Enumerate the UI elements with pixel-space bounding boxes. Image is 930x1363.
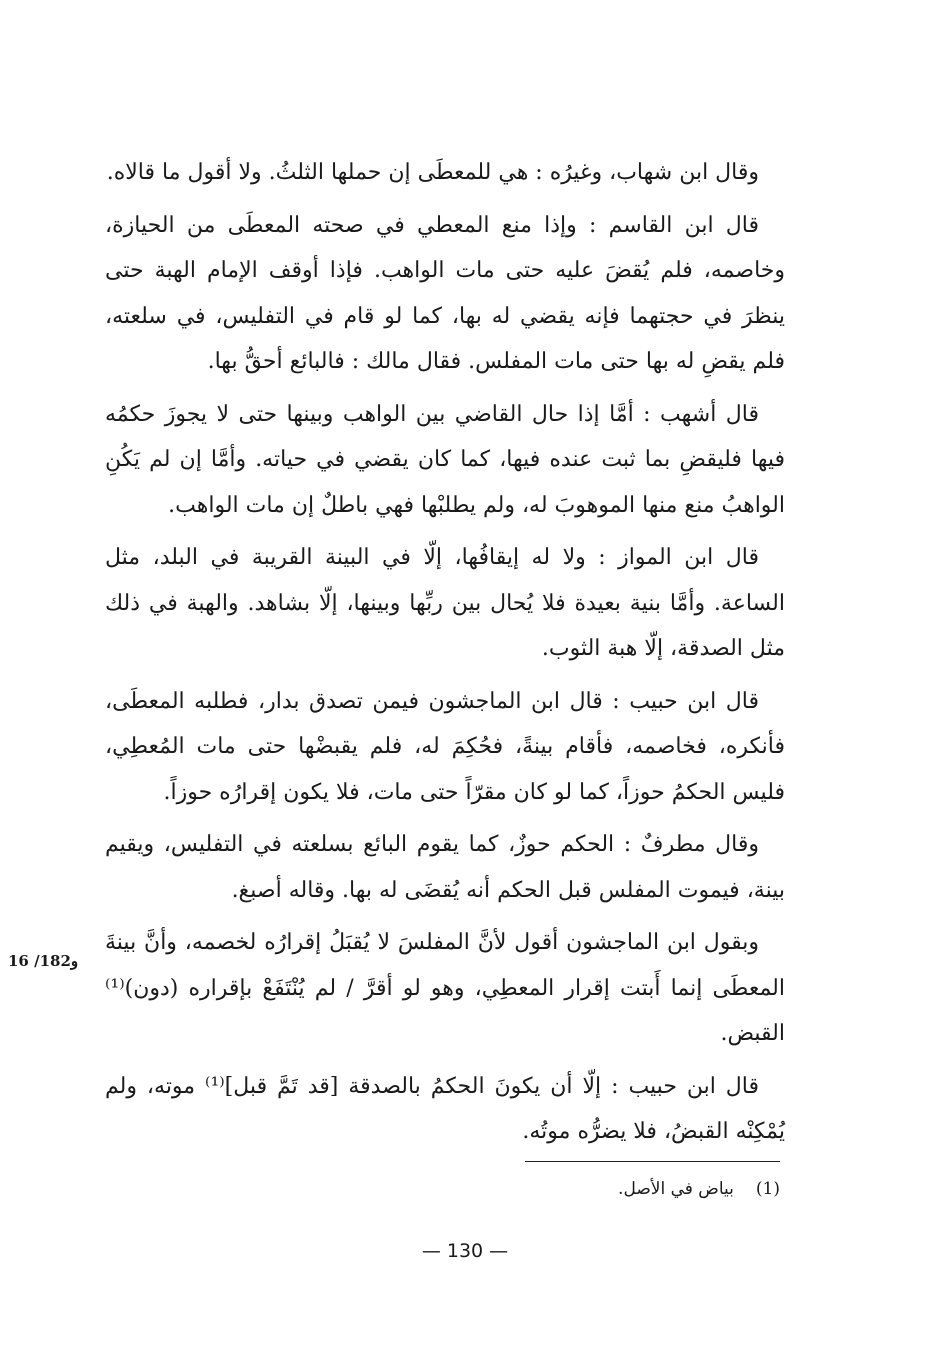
paragraph-8: قال ابن حبيب : إلّا أن يكونَ الحكمُ بالصدقة [قد تَمَّ قبل]⁽¹⁾ موته، ولم يُمْكِنْه القبضُ، فلا يضرُّه موتُه. — [105, 1073, 785, 1144]
paragraph-4: قال ابن المواز : ولا له إيقافُها، إلّا في البينة القريبة في البلد، مثل الساعة. وأمَّا بنية بعيدة فلا يُحال بين ربِّها وبينها، إلّا بشاهد. والهبة في ذلك مثل الصدقة، إلّا هبة الثوب. — [105, 545, 785, 661]
main-text — [105, 150, 785, 1162]
paragraph-5: قال ابن حبيب : قال ابن الماجشون فيمن تصدق بدار، فطلبه المعطَى، فأنكره، فخاصمه، فأقام بينةً، فحُكِمَ له، فلم يقبضْها حتى مات المُعطِي، فليس الحكمُ حوزاً، كما لو كان مقرّاً حتى مات، فلا يكون إقرارُه حوزاً. — [105, 688, 785, 805]
paragraph-1: وقال ابن شهاب، وغيرُه : هي للمعطَى إن حملها الثلثُ. ولا أقول ما قالاه. — [106, 160, 759, 185]
manuscript-folio-reference: 16 /182و — [8, 952, 79, 970]
footnote-separator — [525, 1161, 780, 1162]
paragraph-7: وبقول ابن الماجشون أقول لأنَّ المفلسَ لا يُقبَلُ إقرارُه لخصمه، وأنَّ بينةَ المعطَى إنما أَبتت إقرار المعطِي، وهو لو أقرَّ / لم يُنْتَفَعْ بإقراره (دون)⁽¹⁾ القبض. — [105, 930, 785, 1046]
paragraph-3: قال أشهب : أمَّا إذا حال القاضي بين الواهب وبينها حتى لا يجوزَ حكمُه فيها فليقضِ بما ثبت عنده فيها، كما كان يقضي في حياته. وأمَّا إن لم يَكُنِ الواهبُ منع منها الموهوبَ له، ولم يطلبْها فهي باطلٌ إن مات الواهب. — [105, 401, 785, 518]
footnote-text: بياض في الأصل. — [618, 1179, 734, 1199]
paragraph-6: وقال مطرفٌ : الحكم حوزٌ، كما يقوم البائع بسلعته في التفليس، ويقيم بينة، فيموت المفلس قبل الحكم أنه يُقضَى له بها. وقاله أصبغ. — [105, 832, 785, 903]
page-number: — 130 — — [421, 1240, 509, 1262]
footnote-number: (1) — [755, 1179, 780, 1199]
paragraph-2: قال ابن القاسم : وإذا منع المعطي في صحته المعطَى من الحيازة، وخاصمه، فلم يُقضَ عليه حتى مات الواهب. فإذا أوقف الإمام الهبة حتى ينظرَ في حجتهما فإنه يقضي له بها، كما لو قام في التفليس، في سلعته، فلم يقضِ له بها حتى مات المفلس. فقال مالك : فالبائع أحقُّ بها. — [105, 212, 785, 374]
footnote — [420, 1176, 780, 1202]
